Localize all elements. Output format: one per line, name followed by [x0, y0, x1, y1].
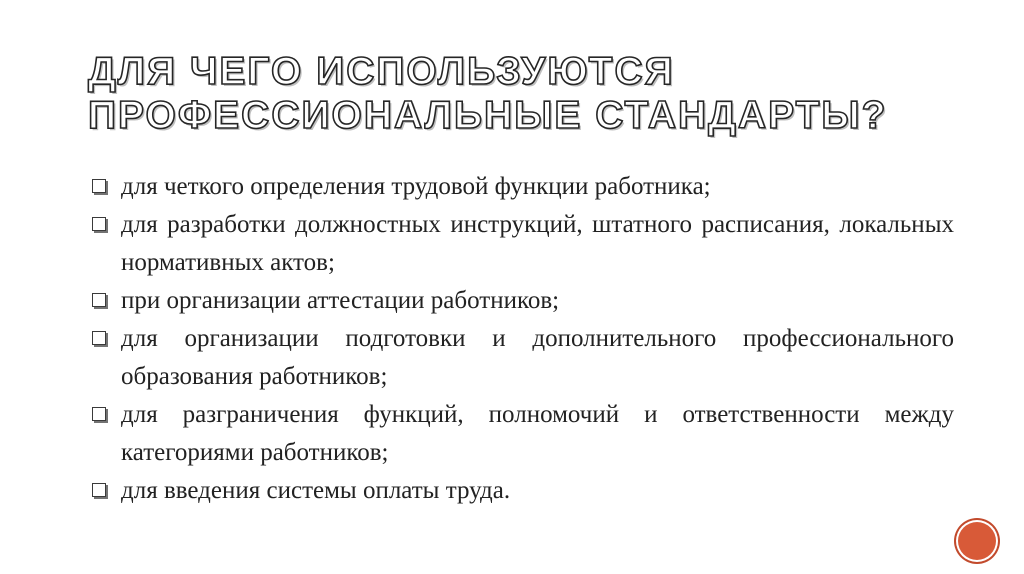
- list-item: [92, 168, 954, 206]
- slide-title: [88, 50, 968, 138]
- bullet-list: [92, 168, 954, 510]
- slide-title-line-1: ДЛЯ ЧЕГО ИСПОЛЬЗУЮТСЯ: [88, 50, 675, 93]
- slide-footer-circle: [958, 522, 996, 560]
- checkbox-icon: [92, 483, 106, 497]
- list-item: [92, 396, 954, 472]
- bullet-text: при организации аттестации работников;: [121, 287, 560, 314]
- checkbox-icon: [92, 407, 106, 421]
- list-item: [92, 282, 954, 320]
- bullet-text: для четкого определения трудовой функции работника;: [121, 173, 711, 200]
- bullet-text: для разграничения функций, полномочий и ответственности между категориями работников;: [121, 401, 954, 466]
- list-item: [92, 320, 954, 396]
- bullet-text: для организации подготовки и дополнительного профессионального образования работников;: [121, 325, 954, 390]
- checkbox-icon: [92, 331, 106, 345]
- checkbox-icon: [92, 293, 106, 307]
- list-item: [92, 472, 954, 510]
- bullet-text: для введения системы оплаты труда.: [121, 477, 511, 504]
- bullet-text: для разработки должностных инструкций, штатного расписания, локальных нормативных актов;: [121, 211, 954, 276]
- checkbox-icon: [92, 179, 106, 193]
- slide-title-line-2: ПРОФЕССИОНАЛЬНЫЕ СТАНДАРТЫ?: [88, 94, 888, 137]
- list-item: [92, 206, 954, 282]
- checkbox-icon: [92, 217, 106, 231]
